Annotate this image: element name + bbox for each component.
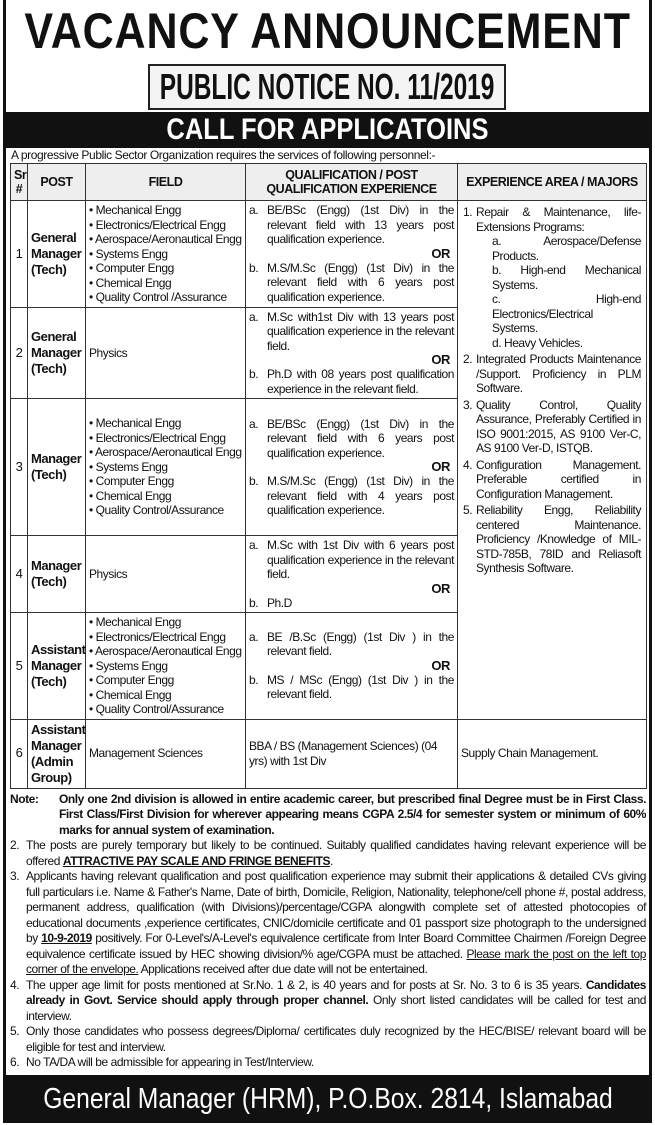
call-for-applications-banner — [6, 112, 649, 148]
note-segment: . — [330, 853, 333, 868]
experience-item — [463, 503, 641, 576]
qualification-item — [249, 474, 454, 518]
qualification-cell — [246, 613, 458, 720]
note-item — [10, 792, 646, 839]
note-item — [10, 1055, 646, 1071]
qualification-item — [249, 630, 454, 673]
note-segment: Candidates already in Govt. Service should apply through proper channel. — [26, 977, 646, 1007]
field-item: • Chemical Engg — [89, 489, 242, 504]
qualification-letter: a. — [249, 416, 259, 431]
qualification-cell — [246, 399, 458, 536]
field-item: • Electronics/Electrical Engg — [89, 431, 242, 446]
experience-text: Repair & Maintenance, life-Extensions Programs: — [476, 205, 641, 234]
experience-item — [463, 458, 641, 502]
field-item: • Systems Engg — [89, 659, 242, 674]
experience-item — [463, 398, 641, 456]
header-experience: EXPERIENCE AREA / MAJORS — [458, 164, 647, 201]
field-item: • Computer Engg — [89, 261, 242, 276]
experience-body — [476, 503, 641, 576]
field-item: • Quality Control/Assurance — [89, 503, 242, 518]
note-segment: No TA/DA will be admissible for appearing in Test/Interview. — [26, 1055, 314, 1069]
field-list — [89, 203, 242, 305]
experience-number: 2. — [463, 352, 473, 366]
qualification-item — [249, 596, 454, 611]
notes-section — [10, 792, 646, 1071]
page-title: VACANCY ANNOUNCEMENT — [24, 3, 631, 59]
note-text — [26, 1024, 646, 1055]
post-title: Assistant Manager (Tech) — [28, 613, 86, 720]
field-item: • Mechanical Engg — [89, 203, 242, 218]
qualification-letter: b. — [249, 260, 259, 275]
footer-address: General Manager (HRM), P.O.Box. 2814, Islamabad — [42, 1082, 613, 1115]
qualification-letter: b. — [249, 672, 259, 687]
field-item: • Electronics/Electrical Engg — [89, 218, 242, 233]
qualification-desc: BE/BSc (Engg) (1st Div) in the relevant field with 13 years post qualification experience. — [267, 203, 454, 247]
page-title-block — [0, 2, 655, 60]
note-segment: Only short listed candidates will be called for test and interview. — [26, 993, 646, 1023]
field-item: • Chemical Engg — [89, 688, 242, 703]
experience-number: 4. — [463, 457, 473, 472]
note-text — [26, 838, 646, 869]
note-text — [26, 869, 646, 978]
qualification-item — [249, 367, 454, 396]
experience-body — [476, 352, 641, 396]
or-label: OR — [431, 657, 450, 673]
field-cell — [86, 399, 246, 536]
qualification-item — [249, 310, 454, 368]
qualification-text — [267, 203, 454, 261]
note-segment: 10-9-2019 — [41, 931, 92, 945]
experience-text: Configuration Management. Preferable certified in Configuration Management. — [476, 457, 641, 501]
note-number: 3. — [10, 869, 20, 883]
field-cell — [86, 613, 246, 720]
qualification-text — [267, 310, 454, 368]
note-number: 5. — [10, 1024, 20, 1038]
qualification-text — [267, 538, 454, 596]
qualification-cell — [246, 536, 458, 613]
experience-text: Reliability Engg, Reliability centered Maintenance. Proficiency /Knowledge of MIL-STD-785B, 78ID and Reliasoft Synthesis Software. — [476, 503, 641, 575]
qualification-desc: M.Sc with1st Div with 13 years post qualification experience in the relevant field. — [267, 309, 454, 353]
header-sr: Sr # — [11, 164, 28, 201]
note-number: 6. — [10, 1055, 20, 1069]
note-segment: Please mark the post on the left top corner of the envelope. — [26, 946, 647, 976]
experience-body — [476, 205, 641, 350]
table-row — [11, 719, 647, 788]
note-item — [10, 838, 646, 869]
qualification-text — [267, 261, 454, 305]
or-label: OR — [431, 245, 450, 261]
qualification-item — [249, 203, 454, 261]
experience-subitem: c. High-end Electronics/Electrical Systems. — [492, 292, 641, 335]
qualification-item — [249, 261, 454, 305]
qualification-text — [267, 367, 454, 396]
field-cell — [86, 536, 246, 613]
note-segment: Only one 2nd division is allowed in entire academic career, but prescribed final Degree must be in First Class. First Class/First Division for wherever appearing means CGPA 2.5/4 for semester system or minimum of 60% marks for annual system of examination. — [59, 791, 646, 837]
experience-number: 5. — [463, 503, 473, 517]
row-number: 1 — [11, 201, 28, 308]
field-item: • Mechanical Engg — [89, 416, 242, 431]
qualification-desc: M.S/M.Sc (Engg) (1st Div) in the relevant field with 4 years post qualification experience. — [267, 474, 454, 517]
qualification-desc: M.S/M.Sc (Engg) (1st Div) in the relevant field with 6 years post qualification experience. — [267, 260, 454, 304]
qualification-cell — [246, 307, 458, 399]
qualification-letter: a. — [249, 309, 259, 324]
qualification-letter: b. — [249, 595, 259, 610]
note-item — [10, 869, 646, 978]
or-label: OR — [431, 459, 450, 474]
field-item: • Systems Engg — [89, 247, 242, 262]
note-item — [10, 1024, 646, 1055]
qualification-letter: a. — [249, 538, 259, 552]
field-item: • Mechanical Engg — [89, 615, 242, 630]
field-item: • Aerospace/Aeronautical Engg — [89, 644, 242, 659]
qualification-desc: BE /B.Sc (Engg) (1st Div ) in the relevant field. — [267, 629, 454, 659]
experience-body — [476, 398, 641, 456]
experience-number: 3. — [463, 397, 473, 412]
header-qualification: QUALIFICATION / POST QUALIFICATION EXPERIENCE — [246, 164, 458, 201]
field-list — [89, 615, 242, 717]
note-text — [26, 1055, 646, 1071]
qualification-text — [267, 673, 454, 702]
note-text — [59, 792, 646, 839]
experience-text: Quality Control, Quality Assurance, Preferably Certified in ISO 9001:2015, AS 9100 Ver-C, AS 9100 Ver-D, ISTQB. — [476, 397, 641, 455]
field-item: • Aerospace/Aeronautical Engg — [89, 445, 242, 460]
table-row — [11, 201, 647, 308]
row-number: 3 — [11, 399, 28, 536]
post-title: Manager (Tech) — [28, 536, 86, 613]
post-title: Manager (Tech) — [28, 399, 86, 536]
note-segment: The posts are purely temporary but likely to be continued. Suitably qualified candidates having relevant experience will be offered — [26, 838, 646, 868]
note-segment: The upper age limit for posts mentioned at Sr.No. 1 & 2, is 40 years and for posts at Sr. No. 3 to 6 is 35 years. — [26, 977, 586, 992]
qualification-desc: BE/BSc (Engg) (1st Div) in the relevant field with 6 years post qualification experience. — [267, 416, 454, 460]
qualification-desc: Ph.D — [267, 595, 292, 610]
vacancy-table — [10, 163, 647, 789]
qualification-item — [249, 417, 454, 475]
qualification-cell — [246, 201, 458, 308]
public-notice-text: PUBLIC NOTICE NO. 11/2019 — [159, 66, 495, 107]
call-for-applications-text: CALL FOR APPLICATOINS — [166, 113, 489, 146]
qualification-desc: Ph.D with 08 years post qualification experience in the relevant field. — [267, 367, 454, 396]
field-cell — [86, 307, 246, 399]
qualification-item — [249, 673, 454, 702]
field-text: Physics — [89, 345, 128, 360]
note-number: Note: — [10, 791, 39, 806]
experience-subitem: b. High-end Mechanical Systems. — [492, 263, 641, 292]
experience-cell: Supply Chain Management. — [458, 719, 647, 788]
field-item: • Aerospace/Aeronautical Engg — [89, 232, 242, 247]
note-segment: positively. For 0-Level's/A-Level's equivalence certificate from Inter Board Committee Chairmen /Foreign Degree equivalence certificate issued by HEC showing division/% age/CGPA must be attached. — [26, 931, 646, 961]
experience-text: Integrated Products Maintenance /Support. Proficiency in PLM Software. — [476, 352, 641, 395]
intro-text: A progressive Public Sector Organization requires the services of following personnel:- — [11, 148, 436, 162]
qualification-text — [267, 474, 454, 518]
row-number: 5 — [11, 613, 28, 720]
field-text: Management Sciences — [89, 746, 203, 761]
post-title: Assistant Manager (Admin Group) — [28, 719, 86, 788]
row-number: 6 — [11, 719, 28, 788]
experience-number: 1. — [463, 205, 473, 219]
field-item: • Quality Control/Assurance — [89, 702, 242, 717]
field-item: • Electronics/Electrical Engg — [89, 630, 242, 645]
field-item: • Systems Engg — [89, 460, 242, 475]
header-field: FIELD — [86, 164, 246, 201]
note-segment: Applicants having relevant qualification and post qualification experience may submit their applications & detailed CVs giving full particulars i.e. Name & Father's Name, Date of birth, Domicile, Religion, Nationality, telephone/cell phone #, postal address, permanent address, qualification (with Divisions)/percentage/CGPA alongwith complete set of attested photocopies of educational documents ,experience certificates, CNIC/domicile certificate and 01 passport size photograph to the undersigned by — [26, 869, 646, 945]
qualification-desc: MS / MSc (Engg) (1st Div ) in the relevant field. — [267, 672, 454, 702]
row-number: 4 — [11, 536, 28, 613]
field-text: Physics — [89, 566, 128, 581]
qualification-text — [267, 630, 454, 673]
experience-subitem: a. Aerospace/Defense Products. — [492, 234, 641, 263]
post-title: General Manager (Tech) — [28, 201, 86, 308]
header-post: POST — [28, 164, 86, 201]
experience-body — [476, 458, 641, 502]
table-header-row — [11, 164, 647, 201]
note-text — [26, 978, 646, 1025]
field-item: • Computer Engg — [89, 673, 242, 688]
field-item: • Quality Control /Assurance — [89, 290, 242, 305]
field-item: • Computer Engg — [89, 474, 242, 489]
qualification-text — [267, 417, 454, 475]
or-label: OR — [431, 580, 450, 596]
note-segment: Applications received after due date will not be entertained. — [138, 962, 428, 976]
field-item: • Chemical Engg — [89, 276, 242, 291]
qualification-desc: M.Sc with 1st Div with 6 years post qualification experience in the relevant field. — [267, 538, 454, 581]
experience-item — [463, 205, 641, 350]
experience-cell — [458, 201, 647, 720]
field-cell — [86, 719, 246, 788]
note-number: 4. — [10, 977, 20, 992]
note-number: 2. — [10, 838, 20, 852]
footer-address-banner — [6, 1075, 649, 1123]
field-cell — [86, 201, 246, 308]
public-notice-number — [148, 64, 506, 110]
row-number: 2 — [11, 307, 28, 399]
qualification-cell — [246, 719, 458, 788]
qualification-letter: b. — [249, 474, 259, 488]
qualification-letter: b. — [249, 367, 259, 381]
experience-item — [463, 352, 641, 396]
note-item — [10, 978, 646, 1025]
qualification-letter: a. — [249, 203, 259, 218]
experience-subitem: d. Heavy Vehicles. — [492, 335, 583, 350]
field-list — [89, 416, 242, 518]
note-segment: Only those candidates who possess degrees/Diploma/ certificates duly recognized by the HEC/BISE/ relevant board will be eligible for test and interview. — [26, 1024, 646, 1054]
or-label: OR — [431, 352, 450, 367]
qualification-text — [267, 596, 454, 611]
post-title: General Manager (Tech) — [28, 307, 86, 399]
qualification-text: BBA / BS (Management Sciences) (04 yrs) with 1st Div — [249, 739, 438, 768]
note-segment: ATTRACTIVE PAY SCALE AND FRINGE BENEFITS — [62, 853, 331, 868]
qualification-letter: a. — [249, 629, 259, 644]
qualification-item — [249, 538, 454, 596]
